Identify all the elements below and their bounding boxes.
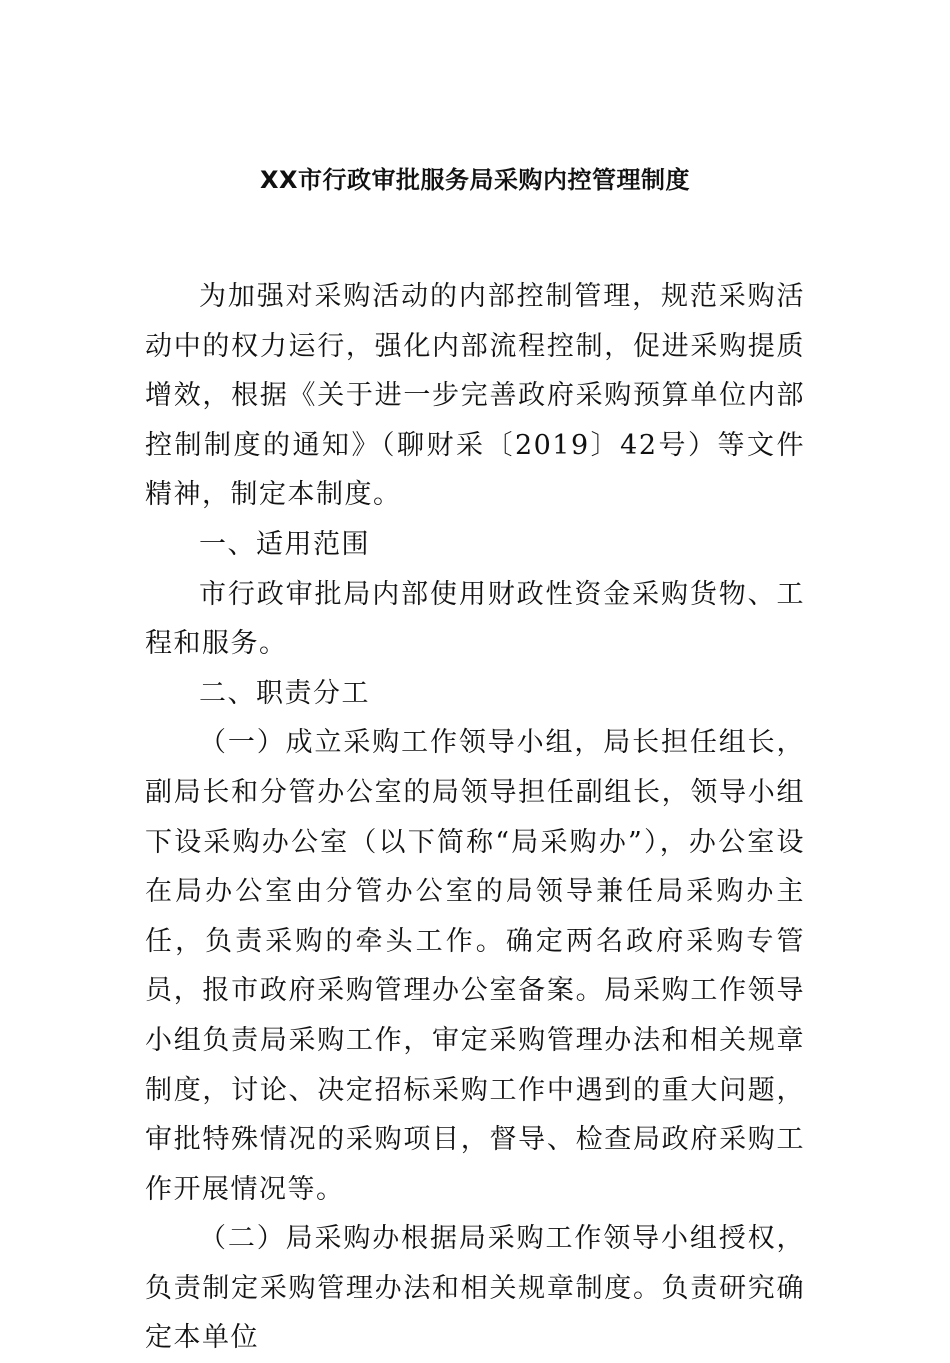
scope-paragraph: 市行政审批局内部使用财政性资金采购货物、工程和服务。: [145, 578, 805, 660]
duties-paragraph-1: （一）成立采购工作领导小组，局长担任组长，副局长和分管办公室的局领导担任副组长，领导小组下设采购办公室（以下简称“局采购办”），办公室设在局办公室由分管办公室的局领导兼任局采购办主任，负责采购的牵头工作。确定两名政府采购专管员，报市政府采购管理办公室备案。局采购工作领导小组负责局采购工作，审定采购管理办法和相关规章制度，讨论、决定招标采购工作中遇到的重大问题，审批特殊情况的采购项目，督导、检查局政府采购工作开展情况等。: [145, 727, 805, 1205]
intro-paragraph: 为加强对采购活动的内部控制管理，规范采购活动中的权力运行，强化内部流程控制，促进采购提质增效，根据《关于进一步完善政府采购预算单位内部控制制度的通知》（聊财采〔2019〕42号）等文件精神，制定本制度。: [145, 281, 805, 511]
duties-paragraph-2: （二）局采购办根据局采购工作领导小组授权，负责制定采购管理办法和相关规章制度。负责研究确定本单位: [145, 1223, 805, 1354]
document-body: [145, 272, 805, 1363]
section-heading-duties: 二、职责分工: [199, 677, 370, 709]
section-heading-scope: 一、适用范围: [199, 528, 370, 560]
document-title: XX市行政审批服务局采购内控管理制度: [259, 166, 690, 194]
